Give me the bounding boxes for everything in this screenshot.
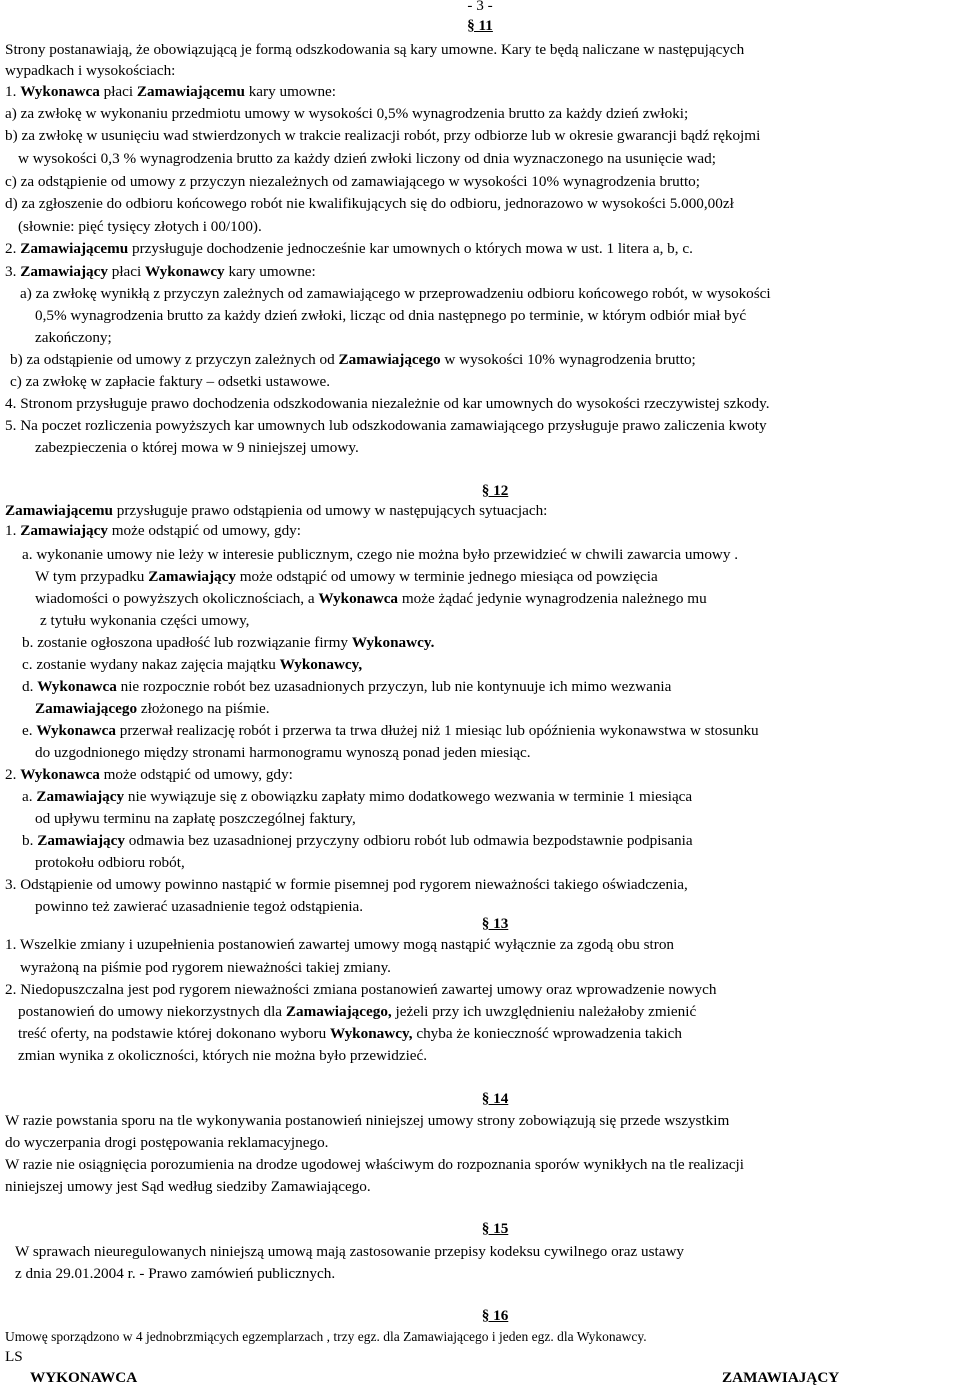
s11-point-3: 3. Zamawiający płaci Wykonawcy kary umowne: <box>5 263 316 280</box>
s12-item-b: b. zostanie ogłoszona upadłość lub rozwiązanie firmy Wykonawcy. <box>22 634 435 651</box>
s11-item-a: a) za zwłokę w wykonaniu przedmiotu umowy w wysokości 0,5% wynagrodzenia brutto za każdy dzień zwłoki; <box>5 105 689 122</box>
section-heading-11: § 11 <box>467 17 493 34</box>
s12-point-3-line-1: 3. Odstąpienie od umowy powinno nastąpić w formie pisemnej pod rygorem nieważności takiego oświadczenia, <box>5 876 688 893</box>
s11-p3-item-a-line-3: zakończony; <box>35 329 112 346</box>
s13-point-2-line-3: treść oferty, na podstawie której dokonano wyboru Wykonawcy, chyba że konieczność wprowadzenia takich <box>18 1025 682 1042</box>
s14-line-2: do wyczerpania drogi postępowania reklamacyjnego. <box>5 1134 329 1151</box>
s12-intro: Zamawiającemu przysługuje prawo odstąpienia od umowy w następujących sytuacjach: <box>5 502 548 519</box>
s11-item-c: c) za odstąpienie od umowy z przyczyn niezależnych od zamawiającego w wysokości 10% wynagrodzenia brutto; <box>5 173 700 190</box>
signature-contractor: WYKONAWCA <box>30 1369 138 1386</box>
section-heading-15: § 15 <box>481 1220 509 1237</box>
s11-intro-line-1: Strony postanawiają, że obowiązującą je formą odszkodowania są kary umowne. Kary te będą naliczane w następujących <box>5 41 745 58</box>
page-number: - 3 - <box>467 0 493 14</box>
s13-point-1-line-2: wyrażoną na piśmie pod rygorem nieważności takiej zmiany. <box>20 959 391 976</box>
s11-point-5-line-1: 5. Na poczet rozliczenia powyższych kar umownych lub odszkodowania zamawiającego przysługuje prawo zaliczenia kwoty <box>5 417 767 434</box>
s12-p2-item-b-line-1: b. Zamawiający odmawia bez uzasadnionej przyczyny odbioru robót lub odmawia bezpodstawnie podpisania <box>22 832 693 849</box>
ls-mark: LS <box>5 1348 23 1365</box>
s12-item-a-line-2: W tym przypadku Zamawiający może odstąpić od umowy w terminie jednego miesiąca od powzięcia <box>35 568 658 585</box>
s13-point-2-line-2: postanowień do umowy niekorzystnych dla Zamawiającego, jeżeli przy ich uwzględnieniu należałoby zmienić <box>18 1003 697 1020</box>
s15-line-1: W sprawach nieuregulowanych niniejszą umową mają zastosowanie przepisy kodeksu cywilnego oraz ustawy <box>15 1243 685 1260</box>
s15-line-2: z dnia 29.01.2004 r. - Prawo zamówień publicznych. <box>15 1265 336 1282</box>
s12-item-c: c. zostanie wydany nakaz zajęcia majątku Wykonawcy, <box>22 656 363 673</box>
s12-p2-item-b-line-2: protokołu odbioru robót, <box>35 854 185 871</box>
s11-point-1: 1. Wykonawca płaci Zamawiającemu kary umowne: <box>5 83 336 100</box>
s12-p2-item-a-line-1: a. Zamawiający nie wywiązuje się z obowiązku zapłaty mimo dodatkowego wezwania w terminie 1 miesiąca <box>22 788 693 805</box>
s11-p3-item-a-line-1: a) za zwłokę wynikłą z przyczyn zależnych od zamawiającego w przeprowadzeniu odbioru końcowego robót, w wysokości <box>20 285 771 302</box>
s11-point-5-line-2: zabezpieczenia o której mowa w 9 niniejszej umowy. <box>35 439 359 456</box>
s12-item-a-line-1: a. wykonanie umowy nie leży w interesie publicznym, czego nie można było przewidzieć w chwili zawarcia umowy . <box>22 546 739 563</box>
s14-line-3: W razie nie osiągnięcia porozumienia na drodze ugodowej właściwym do rozpoznania sporów wynikłych na tle realizacji <box>5 1156 744 1173</box>
s12-item-e-line-2: do uzgodnionego między stronami harmonogramu wynoszą ponad jeden miesiąc. <box>35 744 531 761</box>
s12-p2-item-a-line-2: od upływu terminu na zapłatę poszczególnej faktury, <box>35 810 356 827</box>
s12-point-3-line-2: powinno też zawierać uzasadnienie tegoż odstąpienia. <box>35 898 364 915</box>
s12-item-a-line-3: wiadomości o powyższych okolicznościach, a Wykonawca może żądać jedynie wynagrodzenia należnego mu <box>35 590 707 607</box>
s12-item-d-line-1: d. Wykonawca nie rozpocznie robót bez uzasadnionych przyczyn, lub nie kontynuuje ich mimo wezwania <box>22 678 672 695</box>
s12-point-2: 2. Wykonawca może odstąpić od umowy, gdy: <box>5 766 293 783</box>
s11-item-d-line-1: d) za zgłoszenie do odbioru końcowego robót nie kwalifikujących się do odbioru, jednorazowo w wysokości 5.000,00zł <box>5 195 734 212</box>
s11-p3-item-a-line-2: 0,5% wynagrodzenia brutto za każdy dzień zwłoki, licząc od dnia następnego po terminie, w którym odbiór miał być <box>35 307 747 324</box>
s12-item-a-line-4: z tytułu wykonania części umowy, <box>40 612 250 629</box>
section-heading-13: § 13 <box>481 915 509 932</box>
s11-p3-item-c: c) za zwłokę w zapłacie faktury – odsetki ustawowe. <box>10 373 331 390</box>
section-heading-14: § 14 <box>481 1090 509 1107</box>
s11-item-b-line-1: b) za zwłokę w usunięciu wad stwierdzonych w trakcie realizacji robót, przy odbiorze lub w okresie gwarancji bądź rękojmi <box>5 127 761 144</box>
s14-line-4: niniejszej umowy jest Sąd według siedziby Zamawiającego. <box>5 1178 371 1195</box>
s13-point-2-line-4: zmian wynika z okoliczności, których nie można było przewidzieć. <box>18 1047 428 1064</box>
s11-point-4: 4. Stronom przysługuje prawo dochodzenia odszkodowania niezależnie od kar umownych do wysokości rzeczywistej szkody. <box>5 395 770 412</box>
s11-p3-item-b: b) za odstąpienie od umowy z przyczyn zależnych od Zamawiającego w wysokości 10% wynagrodzenia brutto; <box>10 351 696 368</box>
s16-line-1: Umowę sporządzono w 4 jednobrzmiących egzemplarzach , trzy egz. dla Zamawiającego i jeden egz. dla Wykonawcy. <box>5 1329 647 1344</box>
s11-item-b-line-2: w wysokości 0,3 % wynagrodzenia brutto za każdy dzień zwłoki liczony od dnia wyznaczonego na usunięcie wad; <box>18 150 716 167</box>
s14-line-1: W razie powstania sporu na tle wykonywania postanowień niniejszej umowy strony zobowiązują się przede wszystkim <box>5 1112 730 1129</box>
signature-employer: ZAMAWIAJĄCY <box>722 1369 840 1386</box>
section-heading-12: § 12 <box>481 482 509 499</box>
s11-intro-line-2: wypadkach i wysokościach: <box>5 62 176 79</box>
s12-item-e-line-1: e. Wykonawca przerwał realizację robót i przerwa ta trwa dłużej niż 1 miesiąc lub opóźnienia wykonawstwa w stosunku <box>22 722 759 739</box>
s11-point-2: 2. Zamawiającemu przysługuje dochodzenie jednocześnie kar umownych o których mowa w ust. 1 litera a, b, c. <box>5 240 693 257</box>
section-heading-16: § 16 <box>481 1307 509 1324</box>
s11-item-d-line-2: (słownie: pięć tysięcy złotych i 00/100). <box>18 218 262 235</box>
s12-item-d-line-2: Zamawiającego złożonego na piśmie. <box>35 700 270 717</box>
s13-point-2-line-1: 2. Niedopuszczalna jest pod rygorem nieważności zmiana postanowień zawartej umowy oraz wprowadzenie nowych <box>5 981 717 998</box>
s13-point-1-line-1: 1. Wszelkie zmiany i uzupełnienia postanowień zawartej umowy mogą nastąpić wyłącznie za zgodą obu stron <box>5 936 675 953</box>
s12-point-1: 1. Zamawiający może odstąpić od umowy, gdy: <box>5 522 301 539</box>
